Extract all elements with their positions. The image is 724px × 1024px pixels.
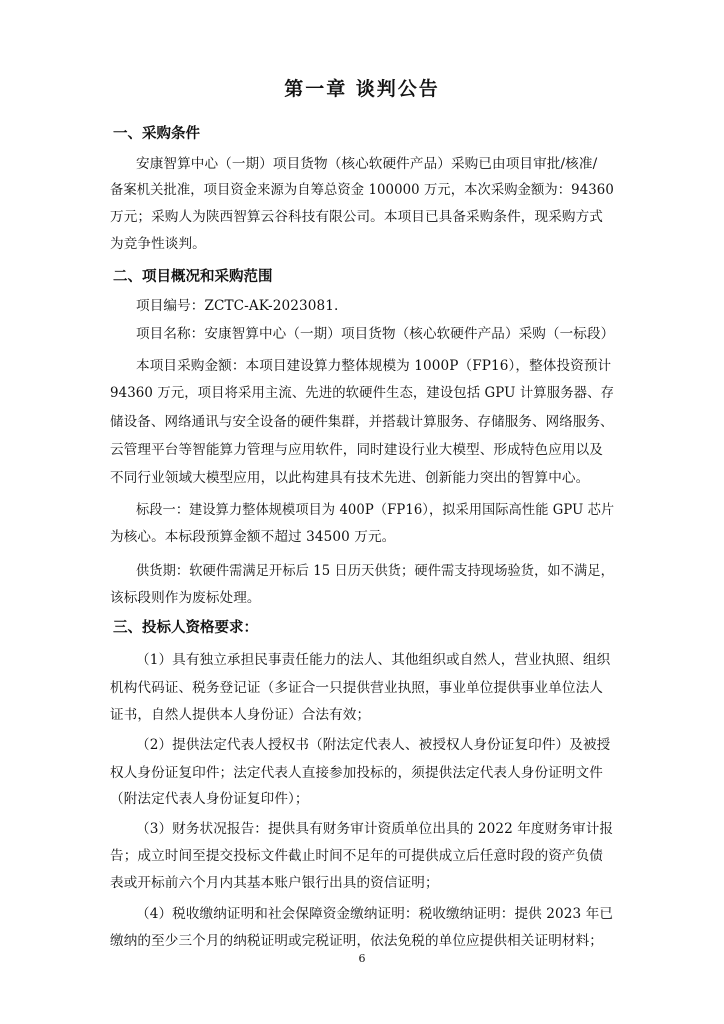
paragraph-line: 云管理平台等智能算力管理与应用软件，同时建设行业大模型、形成特色应用以及 bbox=[110, 442, 603, 458]
paragraph-line: 本项目采购金额：本项目建设算力整体规模为 1000P（FP16），整体投资预计 bbox=[136, 358, 612, 374]
paragraph-line: 94360 万元，项目将采用主流、先进的软硬件生态，建设包括 GPU 计算服务器、存 bbox=[110, 385, 615, 401]
paragraph-line: 证书，自然人提供本人身份证）合法有效； bbox=[110, 707, 371, 723]
section-heading-bidder-qualifications: 三、投标人资格要求： bbox=[113, 620, 258, 636]
paragraph-line: 告；成立时间至提交投标文件截止时间不足年的可提供成立后任意时段的资产负债 bbox=[110, 848, 603, 864]
paragraph-line: 为核心。本标段预算金额不超过 34500 万元。 bbox=[110, 529, 396, 545]
paragraph-line: 缴纳的至少三个月的纳税证明或完税证明，依法免税的单位应提供相关证明材料； bbox=[110, 933, 603, 949]
lot-one-line: 标段一：建设算力整体规模项目为 400P（FP16），拟采用国际高性能 GPU 芯片 bbox=[136, 502, 615, 518]
requirement-line: （4）税收缴纳证明和社会保障资金缴纳证明：税收缴纳证明：提供 2023 年已 bbox=[136, 906, 614, 922]
supply-period-line: 供货期：软硬件需满足开标后 15 日历天供货；硬件需支持现场验货，如不满足， bbox=[136, 563, 614, 579]
paragraph-line: （附法定代表人身份证复印件）； bbox=[110, 791, 309, 807]
paragraph-line: 安康智算中心（一期）项目货物（核心软硬件产品）采购已由项目审批/核准/ bbox=[136, 156, 598, 172]
project-name: 项目名称：安康智算中心（一期）项目货物（核心软硬件产品）采购（一标段） bbox=[136, 326, 615, 342]
requirement-line: （3）财务状况报告：提供具有财务审计资质单位出具的 2022 年度财务审计报 bbox=[136, 821, 614, 837]
section-heading-project-overview: 二、项目概况和采购范围 bbox=[113, 269, 273, 285]
page-number: 6 bbox=[358, 952, 366, 965]
paragraph-line: 表或开标前六个月内其基本账户银行出具的资信证明； bbox=[110, 875, 439, 891]
chapter-title: 第一章 谈判公告 bbox=[284, 78, 440, 100]
requirement-line: （2）提供法定代表人授权书（附法定代表人、被授权人身份证复印件）及被授 bbox=[136, 737, 611, 753]
paragraph-line: 权人身份证复印件；法定代表人直接参加投标的，须提供法定代表人身份证明文件 bbox=[110, 765, 603, 781]
paragraph-line: 储设备、网络通讯与安全设备的硬件集群，并搭载计算服务、存储服务、网络服务、 bbox=[110, 414, 614, 430]
paragraph-line: 备案机关批准，项目资金来源为自筹总资金 100000 万元，本次采购金额为：94360 bbox=[110, 182, 614, 198]
paragraph-line: 机构代码证、税务登记证（多证合一只提供营业执照，事业单位提供事业单位法人 bbox=[110, 680, 603, 696]
paragraph-line: 不同行业领域大模型应用，以此构建具有技术先进、创新能力突出的智算中心。 bbox=[110, 470, 590, 486]
project-number: 项目编号：ZCTC-AK-2023081. bbox=[136, 298, 339, 314]
paragraph-line: 万元；采购人为陕西智算云谷科技有限公司。本项目已具备采购条件，现采购方式 bbox=[110, 209, 603, 225]
section-heading-procurement-conditions: 一、采购条件 bbox=[113, 126, 200, 142]
paragraph-line: 为竞争性谈判。 bbox=[110, 236, 206, 252]
paragraph-line: 该标段则作为废标处理。 bbox=[110, 590, 261, 606]
requirement-line: （1）具有独立承担民事责任能力的法人、其他组织或自然人，营业执照、组织 bbox=[136, 652, 611, 668]
